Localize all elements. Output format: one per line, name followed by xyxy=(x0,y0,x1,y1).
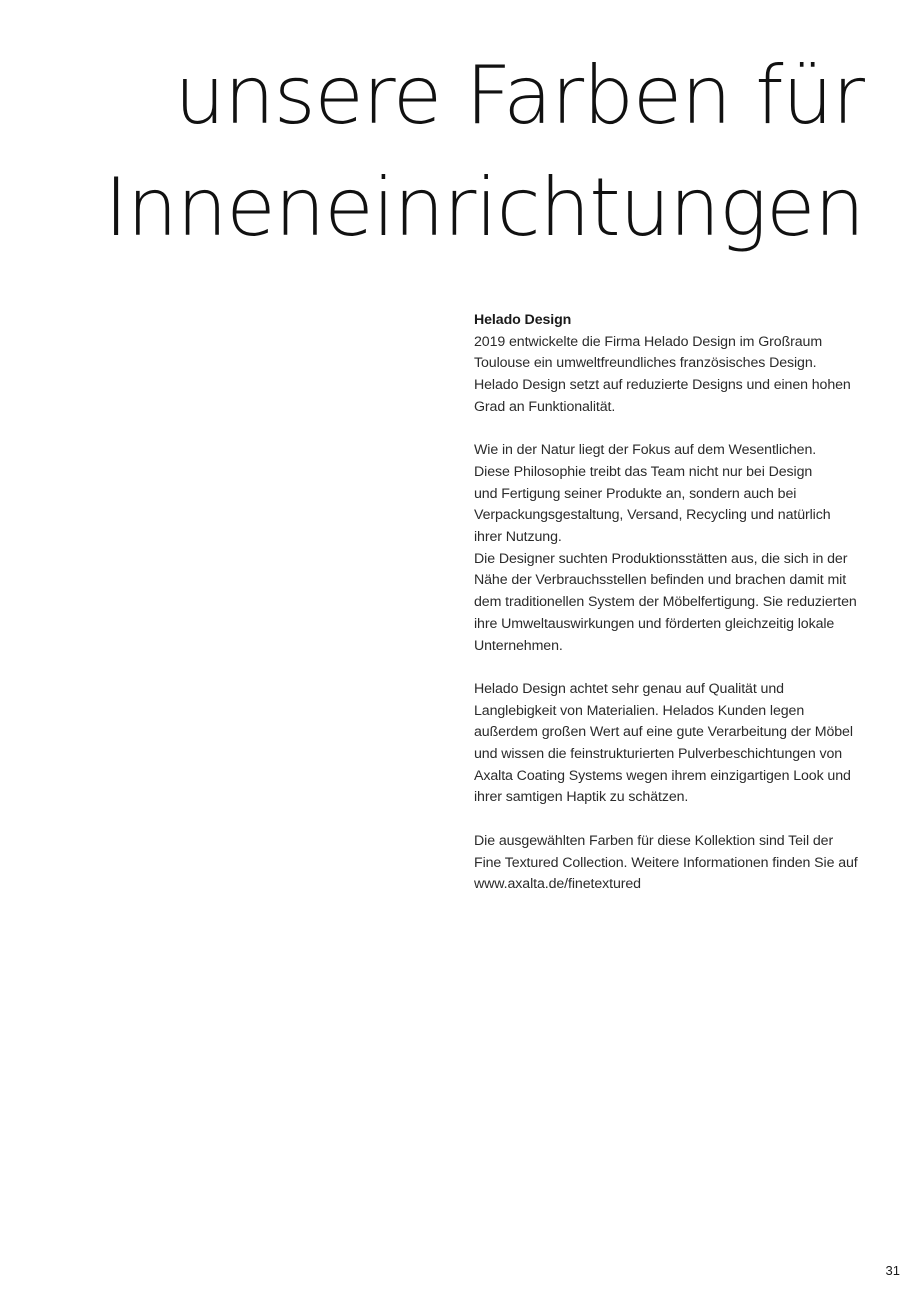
text-line: Axalta Coating Systems wegen ihrem einzigartigen Look und xyxy=(474,767,851,784)
text-line: Nähe der Verbrauchsstellen befinden und brachen damit mit xyxy=(474,572,847,589)
page-title-line-1: unsere Farben für xyxy=(174,49,864,142)
paragraph-intro xyxy=(474,332,874,419)
paragraph-philosophy xyxy=(474,440,874,657)
text-line: Toulouse ein umweltfreundliches französisches Design. xyxy=(474,355,817,372)
page-number: 31 xyxy=(885,1263,900,1278)
page-title xyxy=(4,40,864,264)
text-line: dem traditionellen System der Möbelfertigung. Sie reduzierten xyxy=(474,594,857,611)
paragraph-spacer xyxy=(474,419,874,441)
text-line: Unternehmen. xyxy=(474,637,563,654)
page-title-line-2: Inneneinrichtungen xyxy=(104,161,864,254)
text-line: Die Designer suchten Produktionsstätten aus, die sich in der xyxy=(474,550,848,567)
text-line: Grad an Funktionalität. xyxy=(474,398,616,415)
text-line: Langlebigkeit von Materialien. Helados Kunden legen xyxy=(474,702,805,719)
text-line: ihrer samtigen Haptik zu schätzen. xyxy=(474,789,689,806)
paragraph-collection xyxy=(474,831,874,896)
text-line: ihrer Nutzung. xyxy=(474,529,562,546)
text-line: außerdem großen Wert auf eine gute Verarbeitung der Möbel xyxy=(474,724,853,741)
text-line: Helado Design setzt auf reduzierte Designs und einen hohen xyxy=(474,377,851,394)
text-line: Wie in der Natur liegt der Fokus auf dem Wesentlichen. xyxy=(474,442,817,459)
section-heading: Helado Design xyxy=(474,312,572,328)
paragraph-quality xyxy=(474,679,874,809)
body-text-column xyxy=(474,310,874,896)
text-line: und Fertigung seiner Produkte an, sondern auch bei xyxy=(474,485,797,502)
paragraph-spacer xyxy=(474,809,874,831)
text-line: Diese Philosophie treibt das Team nicht nur bei Design xyxy=(474,463,813,480)
text-line: und wissen die feinstrukturierten Pulverbeschichtungen von xyxy=(474,746,843,763)
text-line: Helado Design achtet sehr genau auf Qualität und xyxy=(474,680,784,697)
paragraph-spacer xyxy=(474,657,874,679)
text-line: ihre Umweltauswirkungen und förderten gleichzeitig lokale xyxy=(474,615,835,632)
website-url: www.axalta.de/finetextured xyxy=(474,876,641,893)
text-line: 2019 entwickelte die Firma Helado Design im Großraum xyxy=(474,333,823,350)
text-line: Fine Textured Collection. Weitere Informationen finden Sie auf xyxy=(474,854,858,871)
text-line: Die ausgewählten Farben für diese Kollektion sind Teil der xyxy=(474,832,834,849)
text-line: Verpackungsgestaltung, Versand, Recycling und natürlich xyxy=(474,507,831,524)
